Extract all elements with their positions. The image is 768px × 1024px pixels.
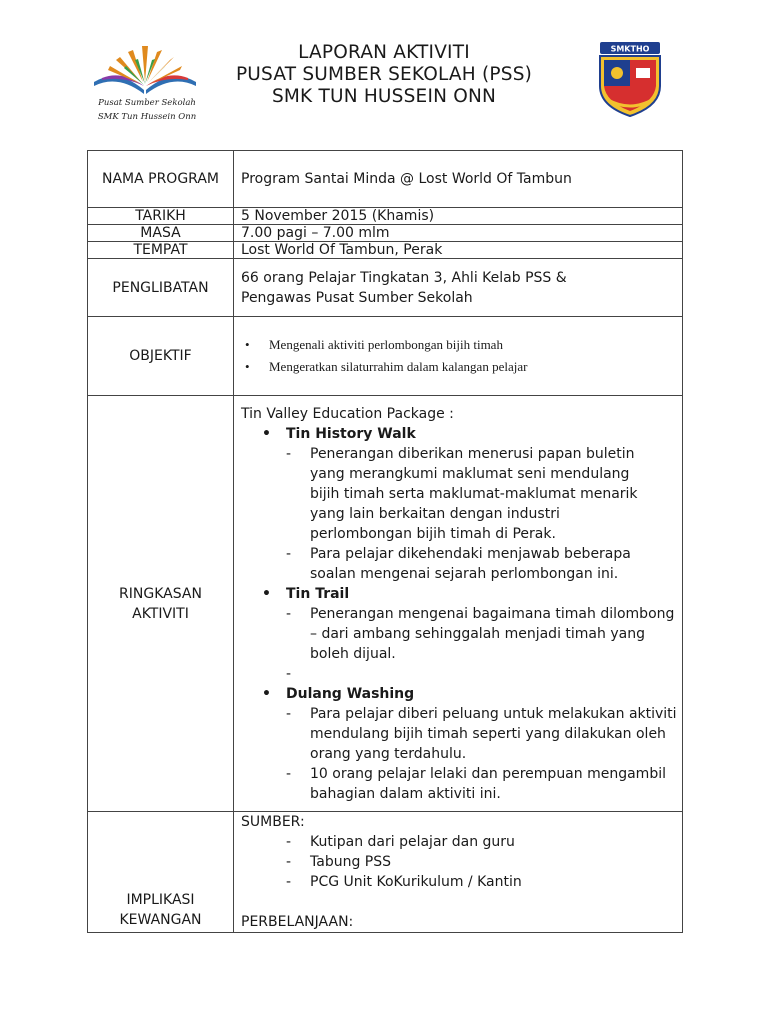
ringkasan-intro: Tin Valley Education Package : — [241, 405, 454, 422]
implikasi-label-line2: KEWANGAN — [119, 912, 202, 928]
list-item — [245, 334, 682, 356]
dash-icon: - — [286, 834, 292, 850]
text-line: Para pelajar diberi peluang untuk melakukan aktiviti — [310, 705, 677, 722]
section-title — [262, 684, 682, 704]
dash-icon: - — [286, 874, 292, 890]
implikasi-label-line1: IMPLIKASI — [126, 892, 195, 908]
row-objektif — [88, 317, 683, 396]
logo-caption-line2: SMK Tun Hussein Onn — [97, 112, 197, 122]
list-item — [286, 444, 682, 544]
list-item — [286, 852, 682, 872]
row-nama-program — [88, 151, 683, 208]
dash-icon: - — [286, 665, 292, 682]
pss-logo — [88, 38, 203, 128]
value-objektif — [234, 317, 683, 396]
dash-icon: - — [286, 545, 292, 562]
bullet-icon: • — [262, 425, 271, 442]
text-line: Penerangan mengenai bagaimana timah dilombong — [310, 605, 675, 622]
row-ringkasan-aktiviti — [88, 396, 683, 812]
value-tempat: Lost World Of Tambun, Perak — [234, 242, 683, 259]
spacer-line — [241, 892, 682, 912]
penglibatan-line1: 66 orang Pelajar Tingkatan 3, Ahli Kelab PSS & — [241, 269, 567, 286]
bullet-icon: • — [245, 359, 250, 374]
dash-icon: - — [286, 705, 292, 722]
text-line: yang merangkumi maklumat seni mendulang — [310, 465, 630, 482]
bullet-icon: • — [245, 337, 250, 352]
label-tempat: TEMPAT — [88, 242, 234, 259]
list-item — [286, 832, 682, 852]
list-item — [286, 764, 682, 804]
label-tarikh: TARIKH — [88, 208, 234, 225]
value-penglibatan — [234, 259, 683, 317]
header-title: LAPORAN AKTIVITI — [298, 42, 470, 63]
label-nama-program: NAMA PROGRAM — [88, 151, 234, 208]
row-masa — [88, 225, 683, 242]
logo-caption-line1: Pusat Sumber Sekolah — [98, 98, 196, 108]
row-tarikh — [88, 208, 683, 225]
list-item — [286, 872, 682, 892]
row-implikasi-kewangan — [88, 812, 683, 933]
penglibatan-line2: Pengawas Pusat Sumber Sekolah — [241, 289, 473, 306]
text-line: Penerangan diberikan menerusi papan buletin — [310, 445, 635, 462]
report-header — [200, 42, 568, 108]
value-tarikh: 5 November 2015 (Khamis) — [234, 208, 683, 225]
dash-icon: - — [286, 854, 292, 870]
label-ringkasan-aktiviti — [88, 396, 234, 812]
report-table — [87, 150, 683, 933]
text-line: bahagian dalam aktiviti ini. — [310, 785, 501, 802]
dash-icon: - — [286, 445, 292, 462]
dash-icon: - — [286, 765, 292, 782]
list-item — [286, 604, 682, 664]
header-subtitle: PUSAT SUMBER SEKOLAH (PSS) — [235, 64, 533, 85]
value-ringkasan-aktiviti — [234, 396, 683, 812]
text-line: boleh dijual. — [310, 645, 396, 662]
sumber-item: Kutipan dari pelajar dan guru — [310, 834, 515, 850]
school-crest-icon — [594, 40, 666, 118]
section-title-text: Tin History Walk — [286, 425, 416, 442]
value-implikasi-kewangan — [234, 812, 683, 933]
section-title-text: Dulang Washing — [286, 685, 415, 702]
section-title-text: Tin Trail — [286, 585, 350, 602]
text-line: 10 orang pelajar lelaki dan perempuan mengambil — [310, 765, 666, 782]
text-line: Para pelajar dikehendaki menjawab beberapa — [310, 545, 631, 562]
bullet-icon: • — [262, 585, 271, 602]
sumber-item: PCG Unit KoKurikulum / Kantin — [310, 874, 522, 890]
objektif-item: Mengenali aktiviti perlombongan bijih timah — [269, 337, 503, 352]
label-implikasi-kewangan — [88, 812, 234, 933]
text-line: bijih timah serta maklumat-maklumat menarik — [310, 485, 638, 502]
label-penglibatan: PENGLIBATAN — [88, 259, 234, 317]
section-title — [262, 424, 682, 444]
sumber-item: Tabung PSS — [310, 854, 391, 870]
objektif-list — [241, 334, 682, 378]
ringkasan-label-line2: AKTIVITI — [132, 605, 189, 622]
objektif-item: Mengeratkan silaturrahim dalam kalangan pelajar — [269, 359, 528, 374]
header-school: SMK TUN HUSSEIN ONN — [271, 86, 497, 107]
text-line: perlombongan bijih timah di Perak. — [310, 525, 556, 542]
section-title — [262, 584, 682, 604]
crest-label: SMKTHO — [610, 44, 650, 54]
label-objektif: OBJEKTIF — [88, 317, 234, 396]
text-line: yang lain berkaitan dengan industri — [310, 505, 560, 522]
list-item — [245, 356, 682, 378]
text-line: orang yang terdahulu. — [310, 745, 467, 762]
label-masa: MASA — [88, 225, 234, 242]
sumber-title: SUMBER: — [241, 814, 305, 830]
text-line: mendulang bijih timah seperti yang dilakukan oleh — [310, 725, 666, 742]
perbelanjaan-title: PERBELANJAAN: — [241, 914, 354, 930]
list-item — [286, 664, 682, 684]
list-item — [286, 704, 682, 764]
value-nama-program: Program Santai Minda @ Lost World Of Tambun — [234, 151, 683, 208]
value-masa: 7.00 pagi – 7.00 mlm — [234, 225, 683, 242]
dash-icon: - — [286, 605, 292, 622]
ringkasan-label-line1: RINGKASAN — [119, 585, 202, 602]
text-line: soalan mengenai sejarah perlombongan ini. — [310, 565, 619, 582]
list-item — [286, 544, 682, 584]
text-line: – dari ambang sehinggalah menjadi timah yang — [310, 625, 645, 642]
row-penglibatan — [88, 259, 683, 317]
pss-logo-icon — [88, 38, 203, 98]
text-line — [310, 664, 678, 684]
bullet-icon: • — [262, 685, 271, 702]
row-tempat — [88, 242, 683, 259]
school-crest — [594, 40, 666, 118]
